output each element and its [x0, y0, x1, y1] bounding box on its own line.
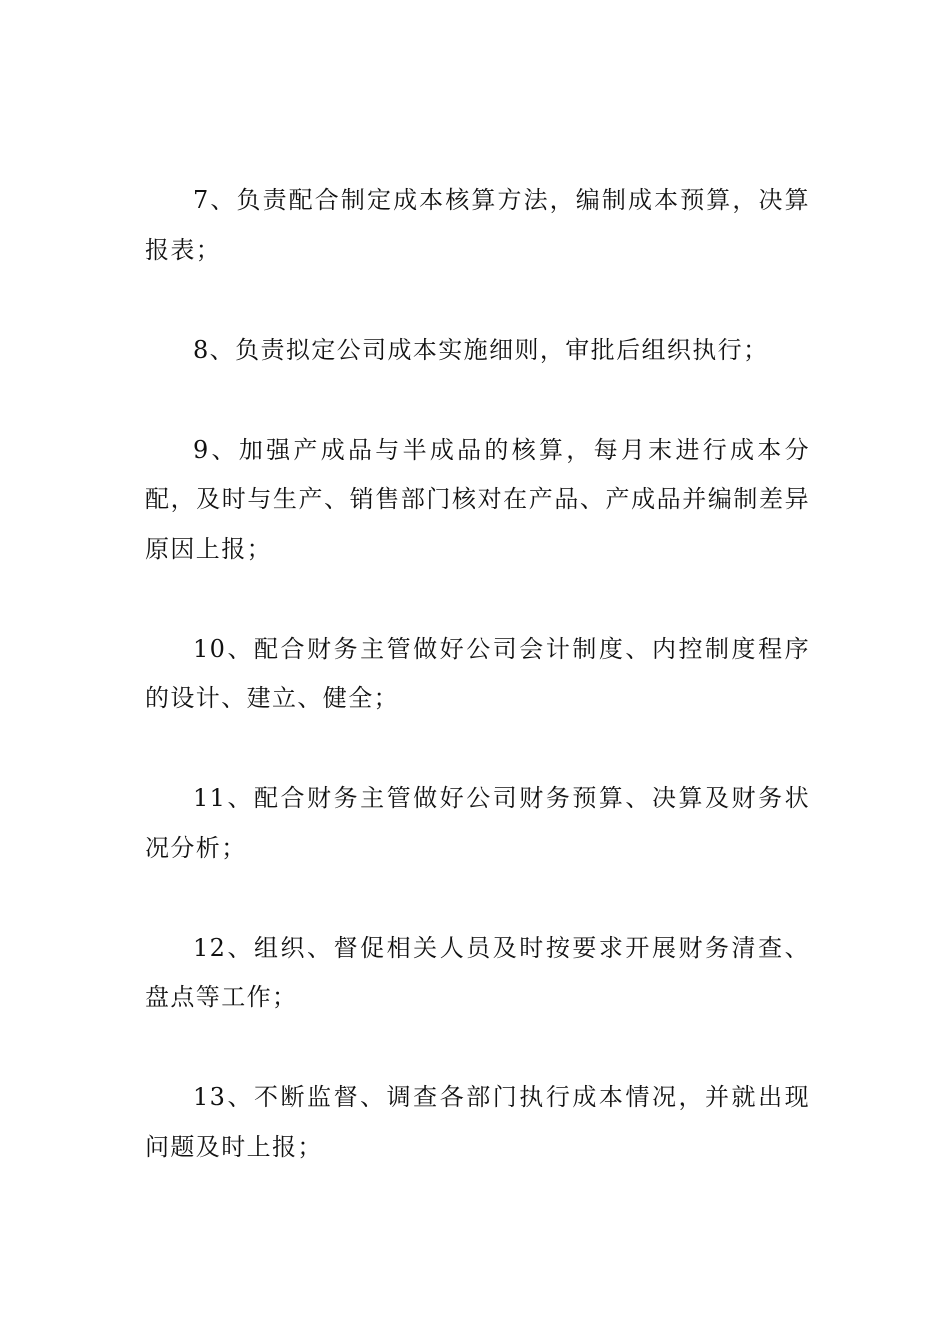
- paragraph-item-10: 10、配合财务主管做好公司会计制度、内控制度程序的设计、建立、健全；: [145, 634, 810, 712]
- paragraph-item-13: 13、不断监督、调查各部门执行成本情况，并就出现问题及时上报；: [145, 1083, 810, 1161]
- document-body: [145, 176, 810, 1172]
- paragraph-item-11: 11、配合财务主管做好公司财务预算、决算及财务状况分析；: [145, 784, 810, 862]
- paragraph-item-7: 7、负责配合制定成本核算方法，编制成本预算，决算报表；: [145, 186, 810, 264]
- paragraph-item-8: 8、负责拟定公司成本实施细则，审批后组织执行；: [193, 335, 769, 364]
- paragraph-item-12: 12、组织、督促相关人员及时按要求开展财务清查、盘点等工作；: [145, 933, 810, 1011]
- paragraph-item-9: 9、加强产成品与半成品的核算，每月末进行成本分配，及时与生产、销售部门核对在产品、产成品并编制差异原因上报；: [145, 435, 810, 563]
